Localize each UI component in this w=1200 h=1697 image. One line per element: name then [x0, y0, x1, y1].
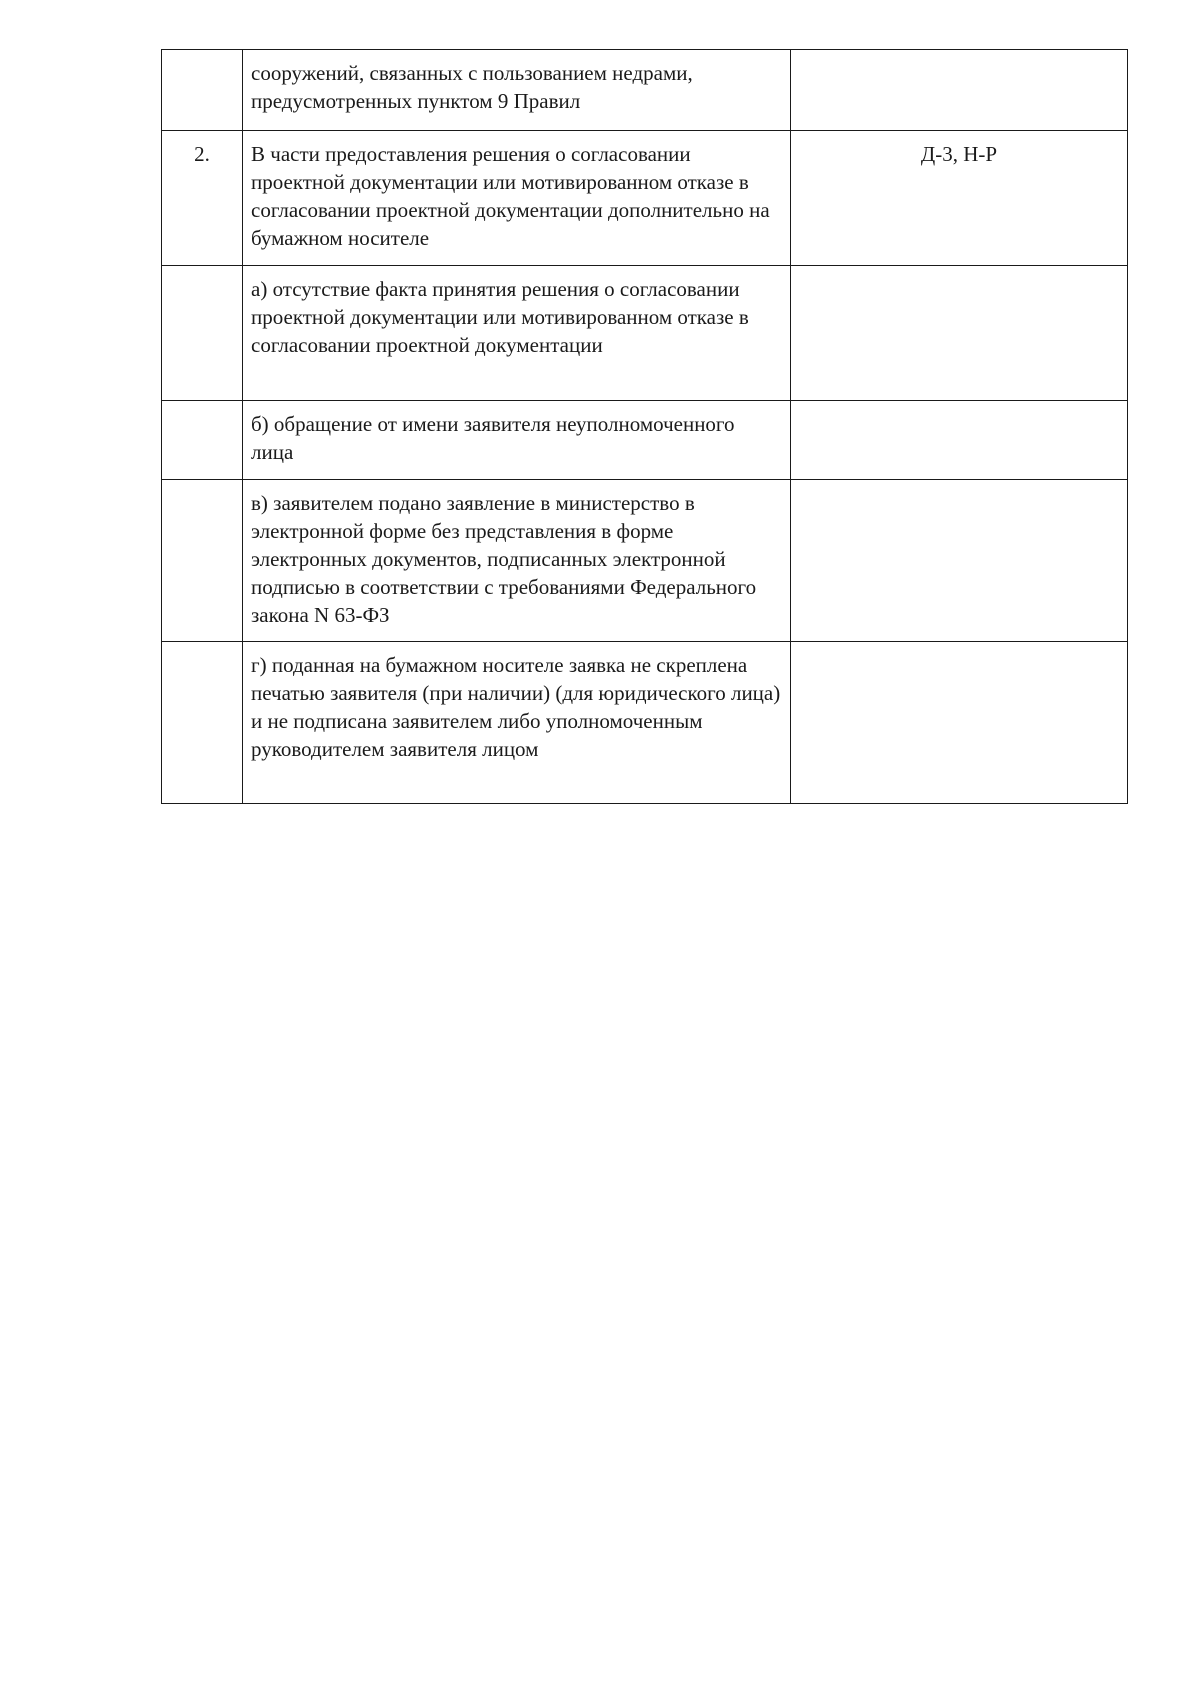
row-number-cell [162, 266, 243, 401]
row-code-cell [791, 480, 1128, 642]
row-text-cell: в) заявителем подано заявление в министерство в электронной форме без представления в форме электронных документов, подписанных электронной подписью в соответствии с требованиями Федерального закона N 63-ФЗ [243, 480, 791, 642]
row-text-cell: сооружений, связанных с пользованием недрами, предусмотренных пунктом 9 Правил [243, 50, 791, 131]
table-row [162, 266, 1128, 401]
grounds-table [161, 49, 1128, 804]
table-row [162, 401, 1128, 480]
row-text-cell: а) отсутствие факта принятия решения о согласовании проектной документации или мотивированном отказе в согласовании проектной документации [243, 266, 791, 401]
row-number-cell [162, 401, 243, 480]
table-row [162, 642, 1128, 804]
row-text-cell: В части предоставления решения о согласовании проектной документации или мотивированном отказе в согласовании проектной документации дополнительно на бумажном носителе [243, 131, 791, 266]
row-code-cell: Д-3, Н-Р [791, 131, 1128, 266]
row-code-cell [791, 266, 1128, 401]
row-number-cell [162, 50, 243, 131]
row-code-cell [791, 401, 1128, 480]
table-row [162, 131, 1128, 266]
row-text-cell: г) поданная на бумажном носителе заявка не скреплена печатью заявителя (при наличии) (для юридического лица) и не подписана заявителем либо уполномоченным руководителем заявителя лицом [243, 642, 791, 804]
table-row [162, 480, 1128, 642]
row-number-cell: 2. [162, 131, 243, 266]
row-text-cell: б) обращение от имени заявителя неуполномоченного лица [243, 401, 791, 480]
table-row [162, 50, 1128, 131]
row-code-cell [791, 642, 1128, 804]
row-code-cell [791, 50, 1128, 131]
row-number-cell [162, 642, 243, 804]
row-number-cell [162, 480, 243, 642]
